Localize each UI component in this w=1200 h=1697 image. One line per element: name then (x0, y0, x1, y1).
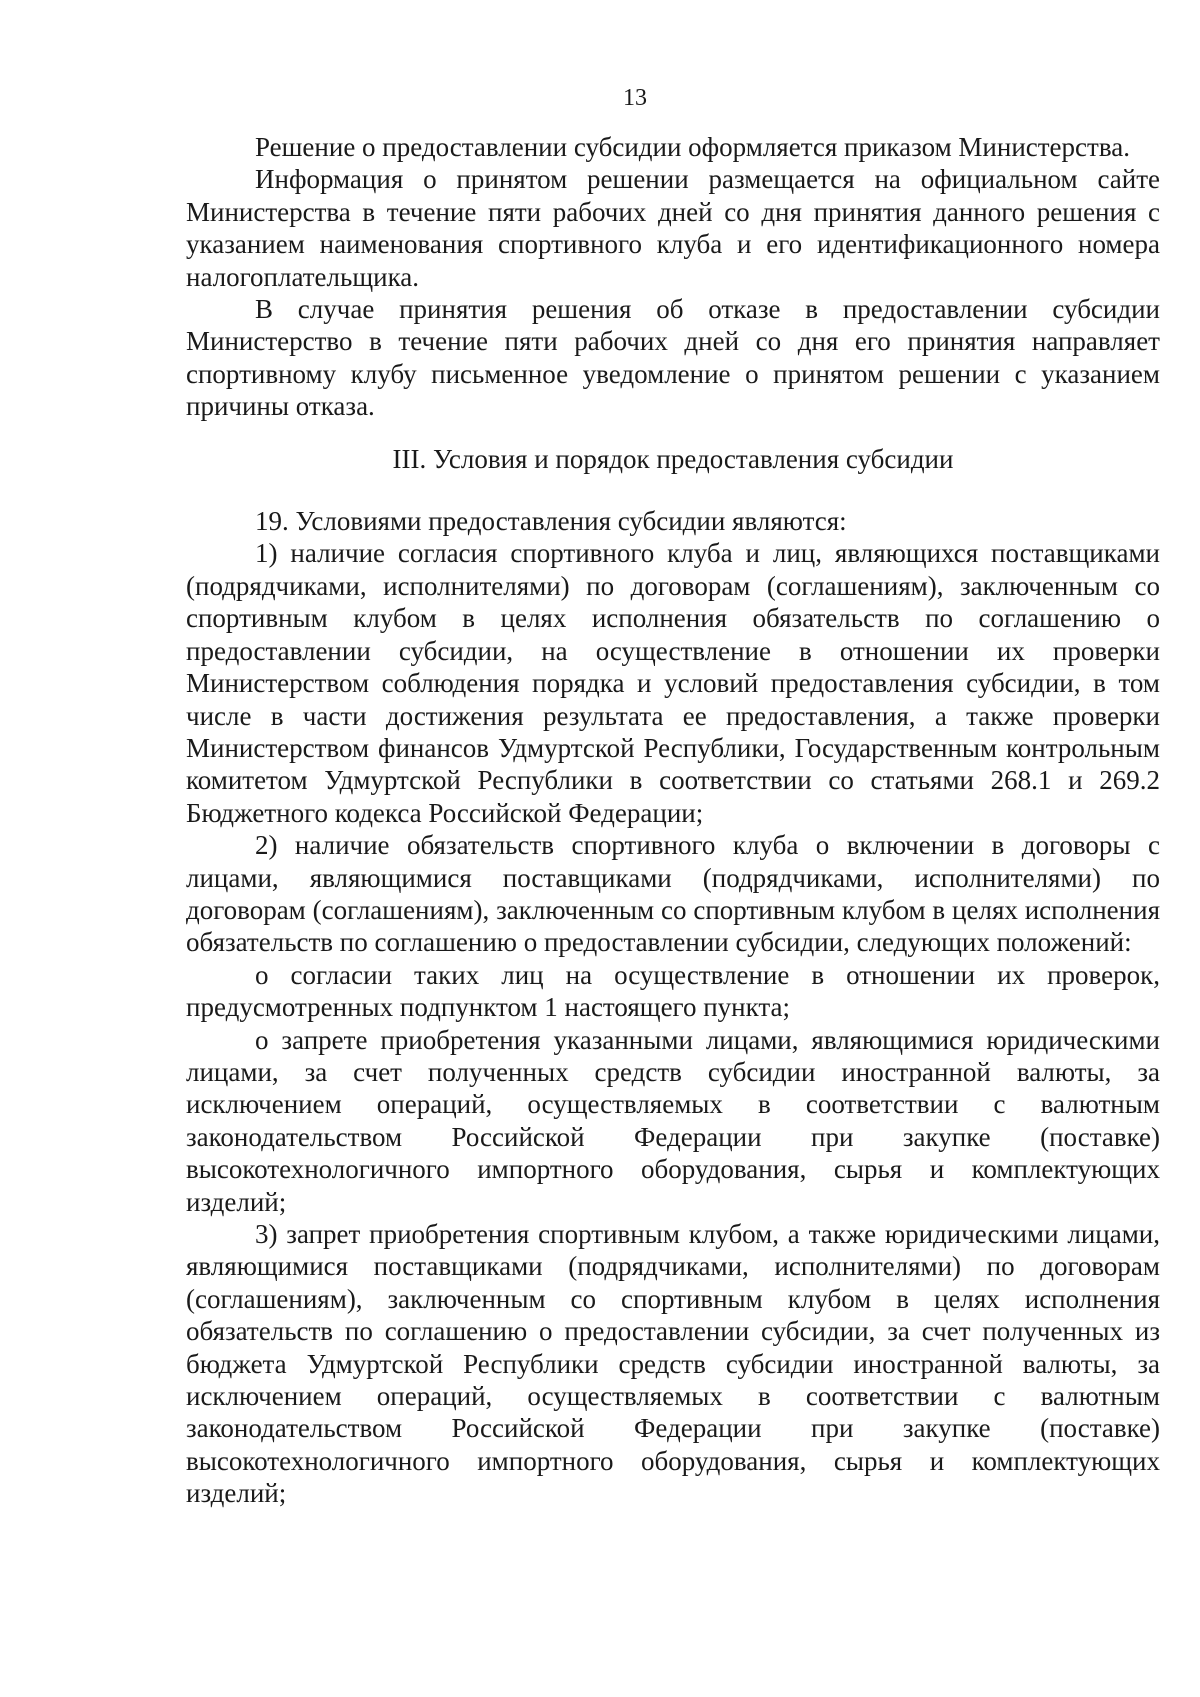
paragraph-condition-2: 2) наличие обязательств спортивного клуба о включении в договоры с лицами, являющимися поставщиками (подрядчиками, исполнителями) по договорам (соглашениям), заключенным со спортивным клубом в целях исполнения обязательств по соглашению о предоставлении субсидии, следующих положений: (186, 830, 1160, 958)
paragraph-decision-order: Решение о предоставлении субсидии оформляется приказом Министерства. (255, 132, 1130, 162)
paragraph-decision-publication: Информация о принятом решении размещается на официальном сайте Министерства в течение пяти рабочих дней со дня принятия данного решения с указанием наименования спортивного клуба и его идентификационного номера налогоплательщика. (186, 164, 1160, 292)
paragraph-condition-3: 3) запрет приобретения спортивным клубом, а также юридическими лицами, являющимися поставщиками (подрядчиками, исполнителями) по договорам (соглашениям), заключенным со спортивным клубом в целях исполнения обязательств по соглашению о предоставлении субсидии, за счет полученных из бюджета Удмуртской Республики средств субсидии иностранной валюты, за исключением операций, осуществляемых в соответствии с валютным законодательством Российской Федерации при закупке (поставке) высокотехнологичного импортного оборудования, сырья и комплектующих изделий; (186, 1219, 1160, 1509)
document-body (186, 131, 1160, 1510)
paragraph-condition-2-currency-ban: о запрете приобретения указанными лицами, являющимися юридическими лицами, за счет полученных средств субсидии иностранной валюты, за исключением операций, осуществляемых в соответствии с валютным законодательством Российской Федерации при закупке (поставке) высокотехнологичного импортного оборудования, сырья и комплектующих изделий; (186, 1024, 1160, 1217)
paragraph-refusal-notice: В случае принятия решения об отказе в предоставлении субсидии Министерство в течение пяти рабочих дней со дня его принятия направляет спортивному клубу письменное уведомление о принятом решении с указанием причины отказа. (186, 294, 1160, 422)
paragraph-item-19: 19. Условиями предоставления субсидии являются: (255, 506, 847, 537)
page-number: 13 (623, 85, 647, 111)
section-heading: III. Условия и порядок предоставления субсидии (392, 443, 954, 474)
paragraph-condition-1: 1) наличие согласия спортивного клуба и лиц, являющихся поставщиками (подрядчиками, исполнителями) по договорам (соглашениям), заключенным со спортивным клубом в целях исполнения обязательств по соглашению о предоставлении субсидии, на осуществление в отношении их проверки Министерством соблюдения порядка и условий предоставления субсидии, в том числе в части достижения результата ее предоставления, а также проверки Министерством финансов Удмуртской Республики, Государственным контрольным комитетом Удмуртской Республики в соответствии со статьями 268.1 и 269.2 Бюджетного кодекса Российской Федерации; (186, 538, 1160, 828)
paragraph-condition-2-consent: о согласии таких лиц на осуществление в отношении их проверок, предусмотренных подпунктом 1 настоящего пункта; (186, 959, 1160, 1023)
